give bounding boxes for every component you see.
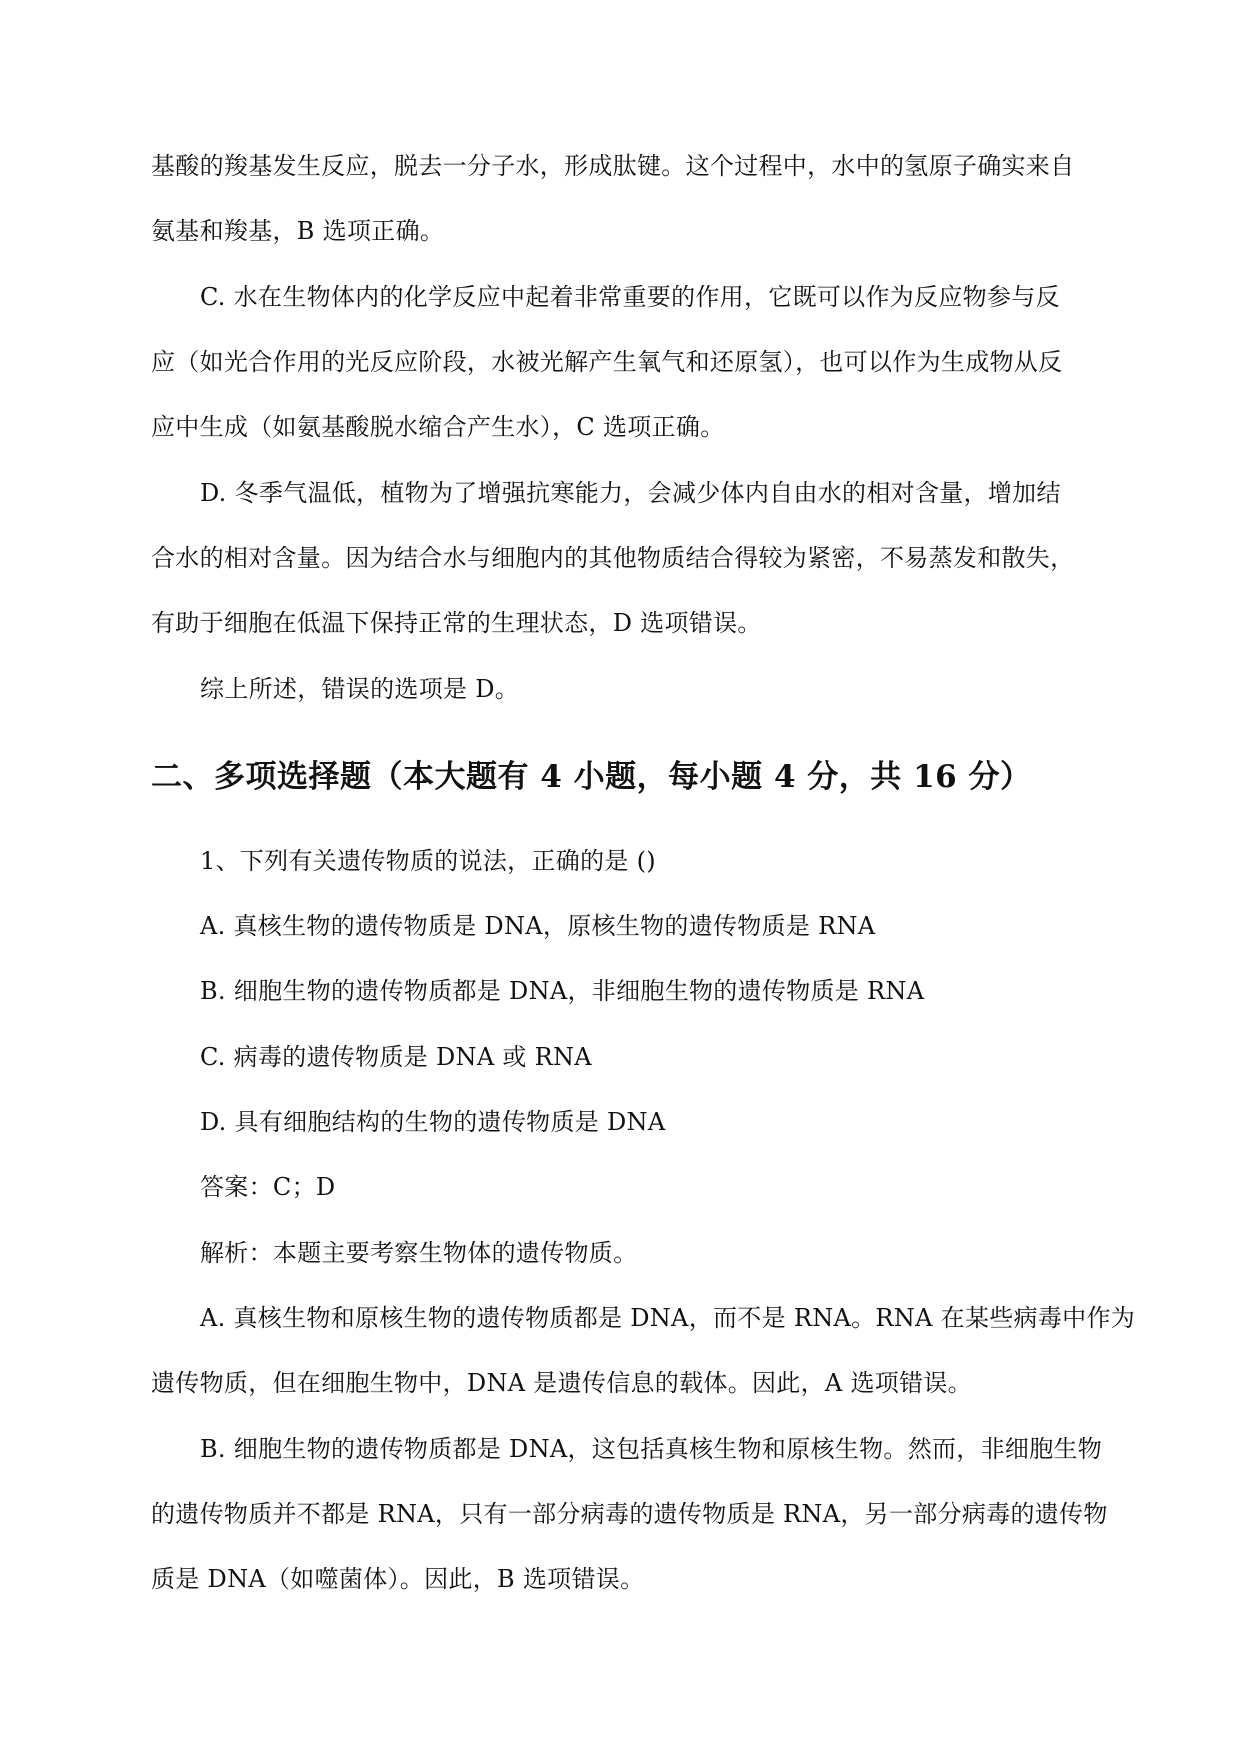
answer-line: 答案：C；D [200,1173,336,1201]
paragraph-line: C. 水在生物体内的化学反应中起着非常重要的作用，它既可以作为反应物参与反 [200,283,1060,311]
paragraph-line: 基酸的羧基发生反应，脱去一分子水，形成肽键。这个过程中，水中的氢原子确实来自 [151,152,1075,180]
analysis-line: 解析：本题主要考察生物体的遗传物质。 [200,1239,638,1267]
option-a: A. 真核生物的遗传物质是 DNA，原核生物的遗传物质是 RNA [200,912,876,940]
explanation-line: 遗传物质，但在细胞生物中，DNA 是遗传信息的载体。因此，A 选项错误。 [151,1369,972,1397]
paragraph-line: 应（如光合作用的光反应阶段，水被光解产生氧气和还原氢），也可以作为生成物从反 [151,348,1063,376]
option-d: D. 具有细胞结构的生物的遗传物质是 DNA [200,1108,666,1136]
paragraph-line: 有助于细胞在低温下保持正常的生理状态，D 选项错误。 [151,609,762,637]
section-heading: 二、多项选择题（本大题有 4 小题，每小题 4 分，共 16 分） [151,759,1032,795]
explanation-line: B. 细胞生物的遗传物质都是 DNA，这包括真核生物和原核生物。然而，非细胞生物 [200,1435,1103,1463]
paragraph-line: 合水的相对含量。因为结合水与细胞内的其他物质结合得较为紧密，不易蒸发和散失， [151,544,1075,572]
paragraph-line: 应中生成（如氨基酸脱水缩合产生水），C 选项正确。 [151,413,725,441]
option-b: B. 细胞生物的遗传物质都是 DNA，非细胞生物的遗传物质是 RNA [200,977,925,1005]
explanation-line: 的遗传物质并不都是 RNA，只有一部分病毒的遗传物质是 RNA，另一部分病毒的遗传物 [151,1500,1108,1528]
explanation-line: A. 真核生物和原核生物的遗传物质都是 DNA，而不是 RNA。RNA 在某些病毒中作为 [200,1304,1136,1332]
question-stem: 1、下列有关遗传物质的说法，正确的是 () [200,847,656,875]
paragraph-line: 氨基和羧基，B 选项正确。 [151,217,445,245]
summary-line: 综上所述，错误的选项是 D。 [200,675,520,703]
paragraph-line: D. 冬季气温低，植物为了增强抗寒能力，会减少体内自由水的相对含量，增加结 [200,479,1061,507]
explanation-line: 质是 DNA（如噬菌体）。因此，B 选项错误。 [151,1565,645,1593]
option-c: C. 病毒的遗传物质是 DNA 或 RNA [200,1043,592,1071]
